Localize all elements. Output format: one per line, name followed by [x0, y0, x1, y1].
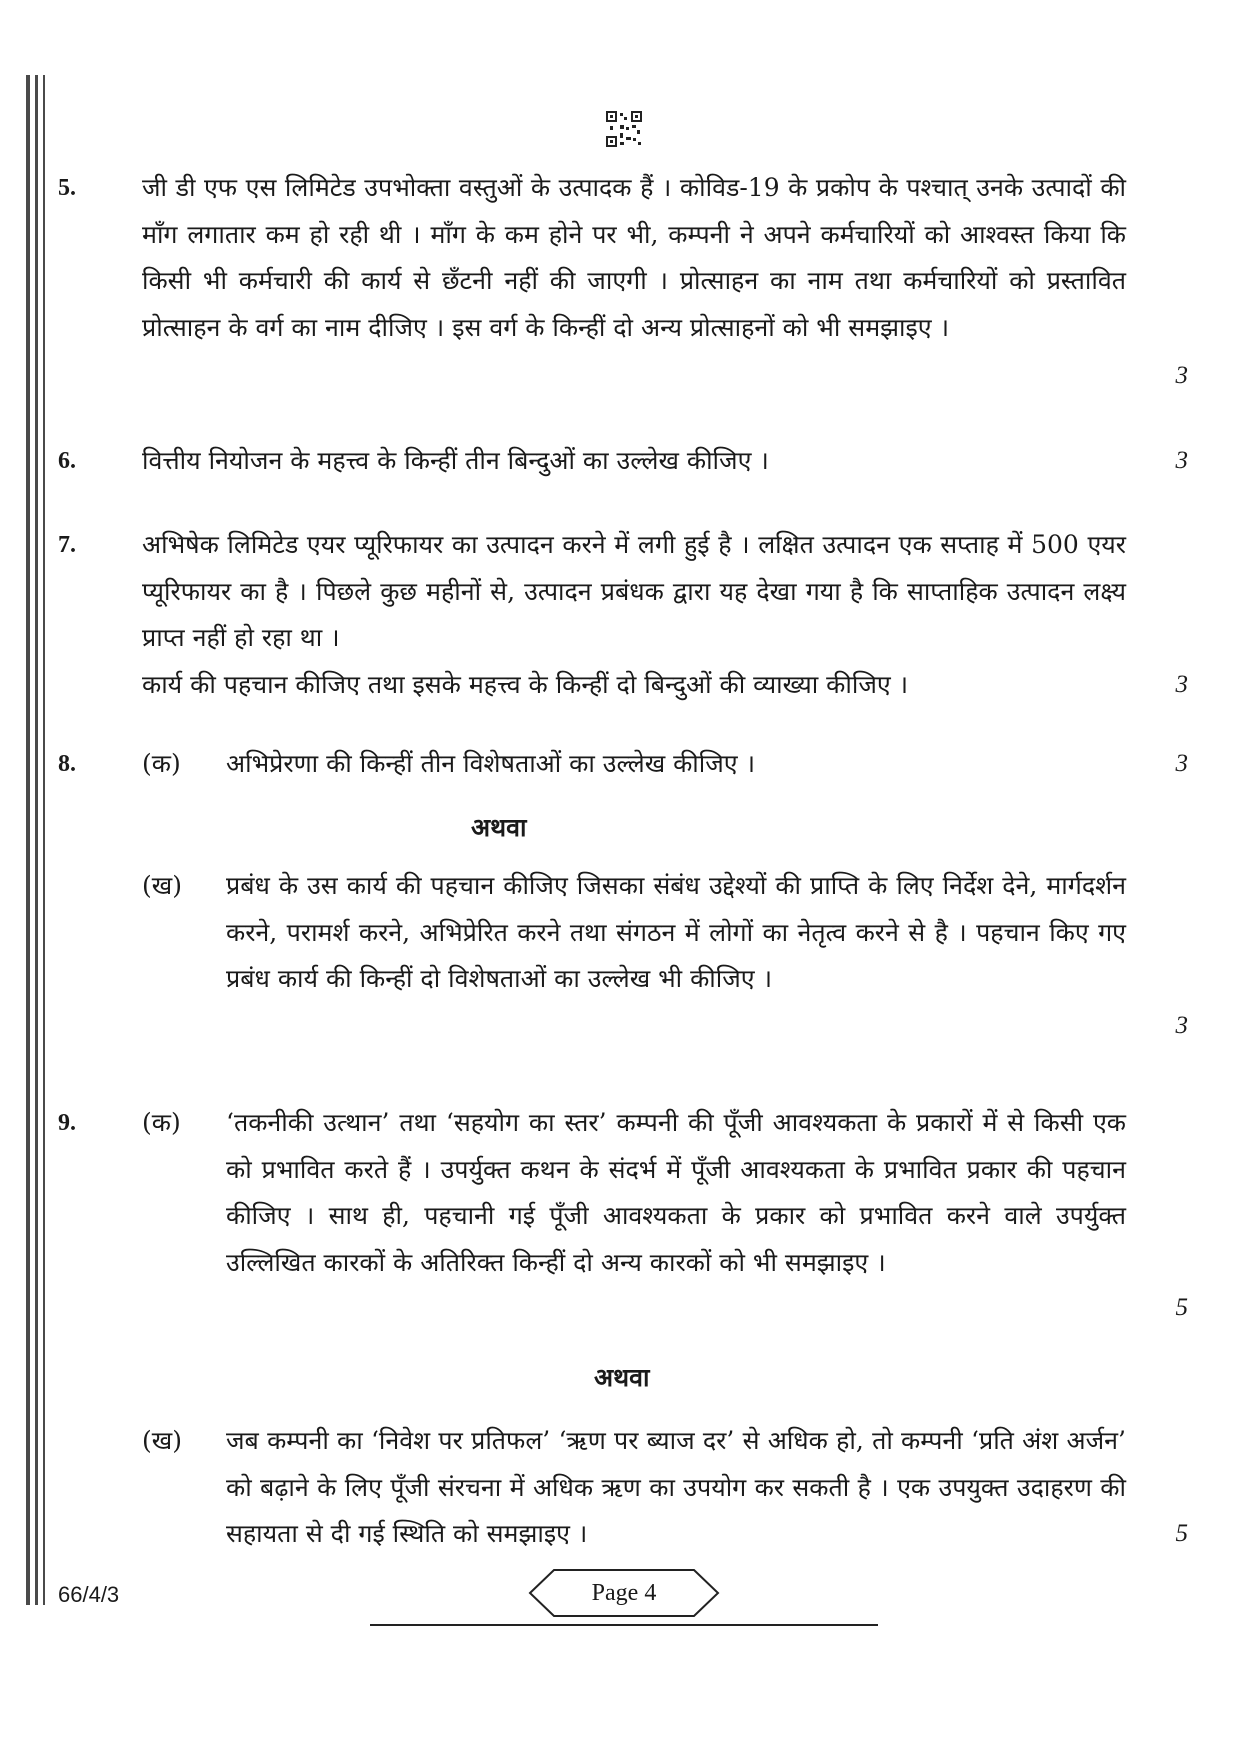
question-text: अभिषेक लिमिटेड एयर प्यूरिफायर का उत्पादन करने में लगी हुई है । लक्षित उत्पादन एक सप्ताह में 500 एयर प्यूरिफायर का है । पिछले कुछ महीनों से, उत्पादन प्रबंधक द्वारा यह देखा गया है कि साप्ताहिक उत्पादन लक्ष्य प्राप्त नहीं हो रहा था । — [142, 530, 1126, 652]
question-5 — [58, 165, 1188, 405]
question-6 — [58, 438, 1188, 488]
sub-part-label: (ख) — [142, 1426, 182, 1455]
question-text: जी डी एफ एस लिमिटेड उपभोक्ता वस्तुओं के उत्पादक हैं । कोविड-19 के प्रकोप के पश्चात् उनके उत्पादों की माँग लगातार कम हो रही थी । माँग के कम होने पर भी, कम्पनी ने अपने कर्मचारियों को आश्वस्त किया कि किसी भी कर्मचारी की कार्य से छँटनी नहीं की जाएगी । प्रोत्साहन का नाम तथा कर्मचारियों को प्रस्तावित प्रोत्साहन के वर्ग का नाम दीजिए । इस वर्ग के किन्हीं दो अन्य प्रोत्साहनों को भी समझाइए । — [142, 173, 1126, 342]
question-marks: 3 — [1175, 671, 1188, 698]
margin-bar — [43, 75, 45, 1605]
or-divider: अथवा — [594, 1363, 650, 1392]
footer-rule — [370, 1624, 878, 1626]
margin-bar — [35, 75, 38, 1605]
page-label: Page 4 — [591, 1580, 657, 1606]
question-text: वित्तीय नियोजन के महत्त्व के किन्हीं तीन बिन्दुओं का उल्लेख कीजिए । — [142, 446, 769, 475]
sub-part-label: (क) — [142, 1108, 181, 1137]
question-number: 9. — [58, 1110, 76, 1136]
page-number-tag — [528, 1567, 720, 1619]
sub-part-text: अभिप्रेरणा की किन्हीं तीन विशेषताओं का उल्लेख कीजिए । — [226, 749, 756, 778]
question-marks: 3 — [1175, 447, 1188, 474]
question-marks: 3 — [1175, 1012, 1188, 1039]
margin-bar — [26, 75, 30, 1605]
paper-code: 66/4/3 — [58, 1582, 120, 1607]
question-number: 8. — [58, 751, 76, 777]
question-marks: 3 — [1175, 362, 1188, 389]
sub-part-text: प्रबंध के उस कार्य की पहचान कीजिए जिसका संबंध उद्देश्यों की प्राप्ति के लिए निर्देश देने, मार्गदर्शन करने, परामर्श करने, अभिप्रेरित करने तथा संगठन में लोगों का नेतृत्व करने से है । पहचान किए गए प्रबंध कार्य की किन्हीं दो विशेषताओं का उल्लेख भी कीजिए । — [226, 871, 1126, 993]
question-number: 7. — [58, 532, 76, 558]
sub-part-text: जब कम्पनी का ‘निवेश पर प्रतिफल’ ‘ऋण पर ब्याज दर’ से अधिक हो, तो कम्पनी ‘प्रति अंश अर्जन’ को बढ़ाने के लिए पूँजी संरचना में अधिक ऋण का उपयोग कर सकती है । एक उपयुक्त उदाहरण की सहायता से दी गई स्थिति को समझाइए । — [226, 1426, 1126, 1548]
question-marks: 5 — [1175, 1520, 1188, 1547]
qr-code-icon — [606, 111, 642, 147]
question-marks: 5 — [1175, 1294, 1188, 1321]
sub-part-label: (ख) — [142, 871, 182, 900]
sub-part-text: ‘तकनीकी उत्थान’ तथा ‘सहयोग का स्तर’ कम्पनी की पूँजी आवश्यकता के प्रकारों में से किसी एक को प्रभावित करते हैं । उपर्युक्त कथन के संदर्भ में पूँजी आवश्यकता के प्रभावित प्रकार की पहचान कीजिए । साथ ही, पहचानी गई पूँजी आवश्यकता के प्रकार को प्रभावित करने वाले उपर्युक्त उल्लिखित कारकों के अतिरिक्त किन्हीं दो अन्य कारकों को भी समझाइए । — [226, 1108, 1126, 1277]
question-number: 5. — [58, 175, 76, 201]
sub-part-label: (क) — [142, 749, 181, 778]
question-text-continued: कार्य की पहचान कीजिए तथा इसके महत्त्व के किन्हीं दो बिन्दुओं की व्याख्या कीजिए । — [142, 670, 909, 699]
question-8 — [58, 741, 1188, 1061]
question-marks: 3 — [1175, 750, 1188, 777]
question-number: 6. — [58, 448, 76, 474]
or-divider: अथवा — [471, 813, 527, 842]
question-7 — [58, 522, 1188, 712]
question-9 — [58, 1100, 1188, 1560]
